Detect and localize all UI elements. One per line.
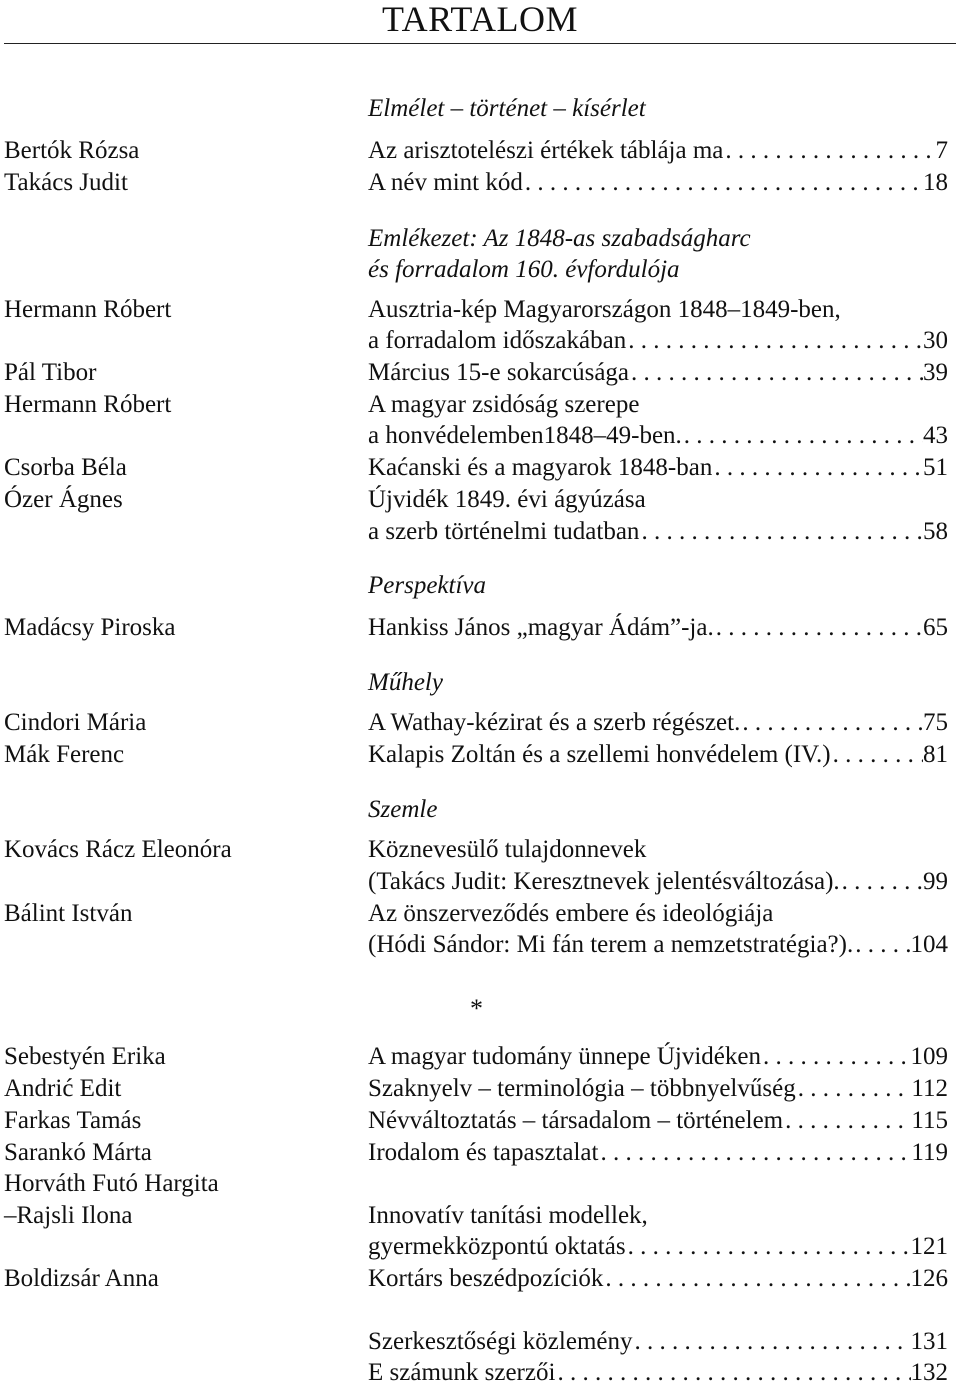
- author-name: Hermann Róbert: [4, 296, 172, 323]
- dot-leader: [682, 421, 923, 451]
- toc-entry: [368, 1264, 948, 1294]
- toc-entry: [368, 421, 948, 451]
- dot-leader: [740, 708, 923, 738]
- entry-title: Kortárs beszédpozíciók: [368, 1265, 604, 1292]
- page-number: 131: [910, 1328, 948, 1355]
- page-title: TARTALOM: [381, 0, 579, 39]
- entry-title: E számunk szerzői: [368, 1359, 556, 1386]
- author-name: Ózer Ágnes: [4, 486, 123, 513]
- dot-leader: [796, 1074, 912, 1104]
- page-number: 109: [910, 1043, 948, 1070]
- page-number: 18: [923, 169, 948, 196]
- page-number: 39: [923, 359, 948, 386]
- author-name: Madácsy Piroska: [4, 614, 176, 641]
- page-number: 112: [911, 1075, 948, 1102]
- entry-title: Kaćanski és a magyarok 1848-ban: [368, 454, 713, 481]
- toc-entry-line: Az önszerveződés embere és ideológiája: [368, 900, 774, 927]
- dot-leader: [783, 1106, 911, 1136]
- entry-title: (Takács Judit: Keresztnevek jelentésváltozása).: [368, 868, 840, 895]
- author-name: Pál Tibor: [4, 359, 97, 386]
- page-number: 30: [923, 327, 948, 354]
- author-name: Bertók Rózsa: [4, 137, 140, 164]
- page-number: 43: [923, 422, 948, 449]
- entry-title: Hankiss János „magyar Ádám”-ja.: [368, 614, 714, 641]
- entry-title: A magyar tudomány ünnepe Újvidéken: [368, 1043, 761, 1070]
- section-heading: Szemle: [368, 796, 438, 823]
- toc-entry: [368, 867, 948, 897]
- dot-leader: [761, 1042, 911, 1072]
- dot-leader: [633, 1327, 911, 1357]
- toc-entry: [368, 613, 948, 643]
- dot-leader: [523, 168, 923, 198]
- author-name: Kovács Rácz Eleonóra: [4, 836, 232, 863]
- author-name: Boldizsár Anna: [4, 1265, 159, 1292]
- section-heading: Műhely: [368, 669, 443, 696]
- dot-leader: [853, 930, 910, 960]
- author-name: Andrić Edit: [4, 1075, 122, 1102]
- author-name: Takács Judit: [4, 169, 128, 196]
- author-name: Cindori Mária: [4, 709, 147, 736]
- page-number: 115: [911, 1107, 948, 1134]
- toc-entry: [368, 1074, 948, 1104]
- section-heading: Elmélet – történet – kísérlet: [368, 95, 646, 122]
- dot-leader: [712, 453, 923, 483]
- dot-leader: [629, 358, 923, 388]
- author-name: Farkas Tamás: [4, 1107, 142, 1134]
- entry-title: Március 15-e sokarcúsága: [368, 359, 630, 386]
- dot-leader: [639, 517, 923, 547]
- toc-entry: [368, 1106, 948, 1136]
- page-number: 75: [923, 709, 948, 736]
- toc-entry: [368, 930, 948, 960]
- toc-entry-line: Köznevesülő tulajdonnevek: [368, 836, 647, 863]
- toc-entry: [368, 358, 948, 388]
- page-number: 121: [910, 1233, 948, 1260]
- author-name: Hermann Róbert: [4, 391, 172, 418]
- page-number: 7: [935, 137, 948, 164]
- title-divider: [4, 43, 956, 44]
- section-heading: Emlékezet: Az 1848-as szabadságharc: [368, 225, 751, 252]
- entry-title: gyermekközpontú oktatás: [368, 1233, 626, 1260]
- entry-title: Szaknyelv – terminológia – többnyelvűség: [368, 1075, 796, 1102]
- page-number: 99: [923, 868, 948, 895]
- entry-title: a szerb történelmi tudatban: [368, 518, 640, 545]
- entry-title: A név mint kód: [368, 169, 523, 196]
- dot-leader: [555, 1358, 910, 1388]
- dot-leader: [603, 1264, 910, 1294]
- dot-leader: [626, 326, 923, 356]
- page-number: 119: [911, 1139, 948, 1166]
- page-number: 65: [923, 614, 948, 641]
- entry-title: Irodalom és tapasztalat: [368, 1139, 599, 1166]
- toc-entry: [368, 517, 948, 547]
- toc-entry: [368, 168, 948, 198]
- entry-title: a honvédelemben1848–49-ben.: [368, 422, 682, 449]
- author-name: Csorba Béla: [4, 454, 127, 481]
- entry-title: Az arisztotelészi értékek táblája ma: [368, 137, 724, 164]
- entry-title: Kalapis Zoltán és a szellemi honvédelem (IV.): [368, 741, 831, 768]
- toc-entry-line: Innovatív tanítási modellek,: [368, 1202, 648, 1229]
- dot-leader: [840, 867, 923, 897]
- toc-entry: [368, 136, 948, 166]
- page-number: 58: [923, 518, 948, 545]
- toc-entry-line: Újvidék 1849. évi ágyúzása: [368, 486, 646, 513]
- section-heading: Perspektíva: [368, 572, 487, 599]
- dot-leader: [714, 613, 923, 643]
- entry-title: A Wathay-kézirat és a szerb régészet.: [368, 709, 741, 736]
- toc-entry: [368, 1358, 948, 1388]
- author-name: Mák Ferenc: [4, 741, 125, 768]
- author-name: Bálint István: [4, 900, 133, 927]
- toc-entry: [368, 326, 948, 356]
- section-heading-continued: és forradalom 160. évfordulója: [368, 256, 680, 283]
- toc-entry-line: Ausztria-kép Magyarországon 1848–1849-ben,: [368, 296, 841, 323]
- author-name-continued: –Rajsli Ilona: [4, 1202, 133, 1229]
- dot-leader: [723, 136, 935, 166]
- toc-entry: [368, 1327, 948, 1357]
- author-name: Sebestyén Erika: [4, 1043, 166, 1070]
- toc-entry: [368, 453, 948, 483]
- toc-entry: [368, 1232, 948, 1262]
- toc-entry: [368, 1042, 948, 1072]
- toc-entry: [368, 708, 948, 738]
- dot-leader: [626, 1232, 911, 1262]
- page-number: 51: [923, 454, 948, 481]
- page-number: 126: [910, 1265, 948, 1292]
- toc-entry-line: A magyar zsidóság szerepe: [368, 391, 640, 418]
- author-name: Horváth Futó Hargita: [4, 1170, 219, 1197]
- toc-entry: [368, 1138, 948, 1168]
- entry-title: a forradalom időszakában: [368, 327, 627, 354]
- page-number: 132: [910, 1359, 948, 1386]
- dot-leader: [831, 740, 923, 770]
- entry-title: Névváltoztatás – társadalom – történelem: [368, 1107, 784, 1134]
- entry-title: Szerkesztőségi közlemény: [368, 1328, 633, 1355]
- page-number: 81: [923, 741, 948, 768]
- dot-leader: [598, 1138, 911, 1168]
- toc-entry: [368, 740, 948, 770]
- page-number: 104: [910, 931, 948, 958]
- author-name: Sarankó Márta: [4, 1139, 152, 1166]
- entry-title: (Hódi Sándor: Mi fán terem a nemzetstratégia?).: [368, 931, 854, 958]
- section-separator-asterisk: *: [470, 994, 483, 1023]
